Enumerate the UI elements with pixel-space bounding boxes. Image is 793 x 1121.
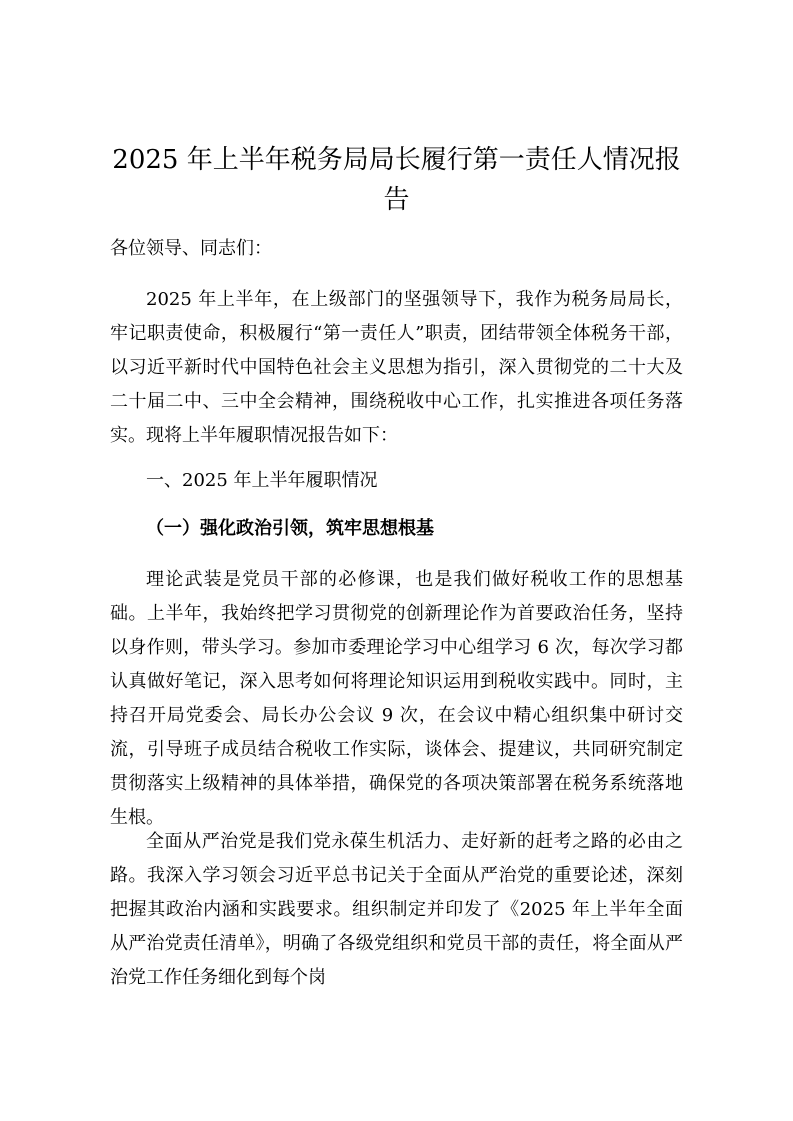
section-heading: 一、2025 年上半年履职情况: [146, 470, 378, 491]
document-title: 2025 年上半年税务局局长履行第一责任人情况报告: [112, 145, 681, 215]
paragraph-theory: 理论武装是党员干部的必修课，也是我们做好税收工作的思想基础。上半年，我始终把学习贯彻党的创新理论作为首要政治任务，坚持以身作则，带头学习。参加市委理论学习中心组学习 6 次，每次学习都认真做好笔记，深入思考如何将理论知识运用到税收实践中。同时，主持召开局党委会、局长办公会议 9 次，在会议中精心组织集中研讨交流，引导班子成员结合税收工作实际，谈体会、提建议，共同研究制定贯彻落实上级精神的具体举措，确保党的各项决策部署在税务系统落地生根。: [110, 569, 683, 828]
paragraph-discipline: 全面从严治党是我们党永葆生机活力、走好新的赶考之路的必由之路。我深入学习领会习近平总书记关于全面从严治党的重要论述，深刻把握其政治内涵和实践要求。组织制定并印发了《2025 年上半年全面从严治党责任清单》，明确了各级党组织和党员干部的责任，将全面从严治党工作任务细化到每个岗: [110, 831, 683, 988]
subsection-heading: （一）强化政治引领，筑牢思想根基: [146, 518, 434, 539]
paragraph-intro: 2025 年上半年，在上级部门的坚强领导下，我作为税务局局长，牢记职责使命，积极履行“第一责任人”职责，团结带领全体税务干部，以习近平新时代中国特色社会主义思想为指引，深入贯彻党的二十大及二十届二中、三中全会精神，围绕税收中心工作，扎实推进各项任务落实。现将上半年履职情况报告如下：: [110, 289, 683, 446]
salutation: 各位领导、同志们：: [110, 238, 272, 259]
